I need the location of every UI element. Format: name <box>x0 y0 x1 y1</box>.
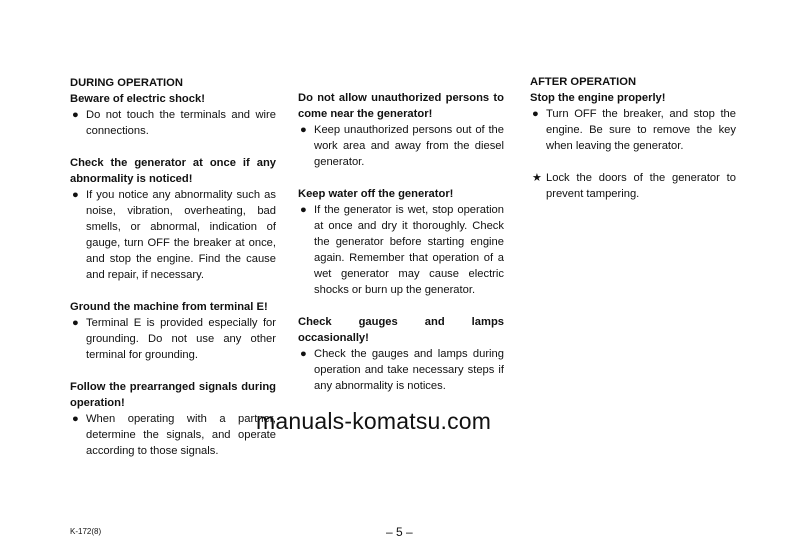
warning-section <box>70 379 276 459</box>
list-item <box>70 411 276 459</box>
list-item <box>298 346 504 394</box>
warning-heading: Keep water off the generator! <box>298 188 454 200</box>
item-text: When operating with a partner, determine the signals, and operate according to those signals. <box>86 413 276 457</box>
item-text: Keep unauthorized persons out of the work area and away from the diesel generator. <box>314 124 504 168</box>
warning-section <box>70 155 276 283</box>
warning-heading: Beware of electric shock! <box>70 93 205 105</box>
bullet-icon: ● <box>72 317 79 329</box>
warning-heading: Stop the engine properly! <box>530 92 666 104</box>
bullet-icon: ● <box>72 413 79 425</box>
item-text: Turn OFF the breaker, and stop the engine. Be sure to remove the key when leaving the generator. <box>546 108 736 152</box>
warning-section <box>530 170 736 202</box>
document-code: K-172(8) <box>70 527 102 536</box>
warning-heading: Check the generator at once if any abnormality is noticed! <box>70 157 276 185</box>
warning-heading: Follow the prearranged signals during operation! <box>70 381 276 409</box>
bullet-icon: ● <box>72 189 79 201</box>
warning-heading: Do not allow unauthorized persons to come near the generator! <box>298 92 504 120</box>
warning-section <box>298 314 504 394</box>
bullet-icon: ● <box>300 124 307 136</box>
item-text: Terminal E is provided especially for grounding. Do not use any other terminal for grounding. <box>86 317 276 361</box>
list-item <box>530 170 736 202</box>
item-text: If the generator is wet, stop operation at once and dry it thoroughly. Check the generator before starting engine again. Remember that operation of a wet generator may cause electric shocks or burn up the generator. <box>314 204 504 296</box>
list-item <box>70 315 276 363</box>
warning-section <box>298 186 504 298</box>
page-number: – 5 – <box>386 525 413 539</box>
warning-section <box>530 90 736 154</box>
section-title: AFTER OPERATION <box>530 76 637 88</box>
list-item <box>298 122 504 170</box>
warning-heading: Ground the machine from terminal E! <box>70 301 268 313</box>
bullet-icon: ● <box>300 348 307 360</box>
bullet-icon: ● <box>532 108 539 120</box>
item-text: Lock the doors of the generator to prevent tampering. <box>546 172 736 200</box>
list-item <box>298 202 504 298</box>
bullet-icon: ● <box>72 109 79 121</box>
list-item <box>530 106 736 154</box>
item-text: Check the gauges and lamps during operation and take necessary steps if any abnormality is notices. <box>314 348 504 392</box>
item-text: Do not touch the terminals and wire connections. <box>86 109 276 137</box>
section-title: DURING OPERATION <box>70 77 183 89</box>
bullet-icon: ● <box>300 204 307 216</box>
item-text: If you notice any abnormality such as noise, vibration, overheating, bad smells, or abnormal, indication of gauge, turn OFF the breaker at once, and stop the engine. Find the cause and repair, if necessary. <box>86 189 276 281</box>
list-item <box>70 107 276 139</box>
warning-heading: Check gauges and lamps occasionally! <box>298 316 504 344</box>
column-during-operation <box>70 75 276 475</box>
star-bullet-icon: ★ <box>532 172 543 184</box>
warning-section <box>70 91 276 139</box>
warning-section <box>70 299 276 363</box>
list-item <box>70 187 276 283</box>
column-middle <box>298 90 504 410</box>
warning-section <box>298 90 504 170</box>
column-after-operation <box>530 74 736 218</box>
watermark: manuals-komatsu.com <box>256 408 492 434</box>
